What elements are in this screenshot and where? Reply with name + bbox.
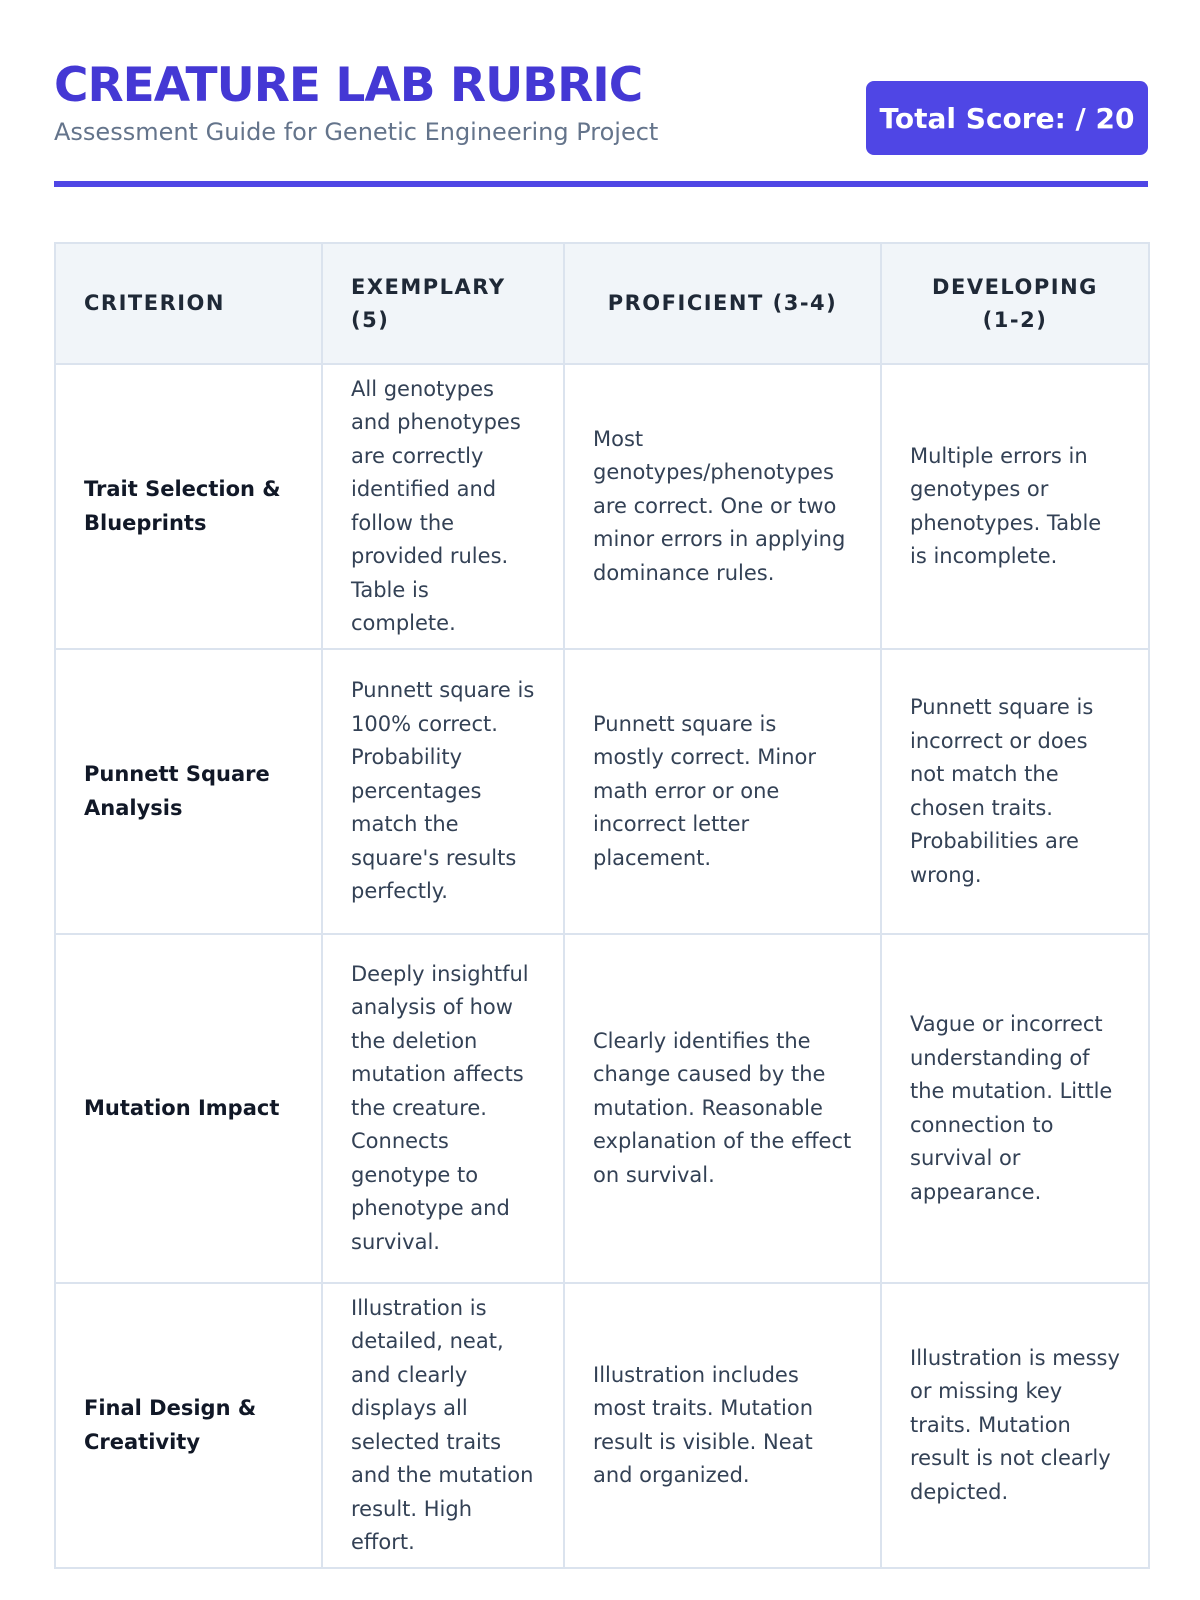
developing-cell: Punnett square is incorrect or does not match the chosen traits. Probabilities are wrong. <box>881 649 1149 934</box>
page-title: CREATURE LAB RUBRIC <box>54 58 643 113</box>
exemplary-cell: Deeply insightful analysis of how the deletion mutation affects the creature. Connects genotype to phenotype and survival. <box>322 934 564 1283</box>
header-divider <box>54 181 1148 187</box>
proficient-cell: Punnett square is mostly correct. Minor math error or one incorrect letter placement. <box>564 649 881 934</box>
column-header-proficient: PROFICIENT (3-4) <box>564 243 881 364</box>
table-row <box>55 934 1149 1283</box>
developing-cell: Illustration is messy or missing key traits. Mutation result is not clearly depicted. <box>881 1283 1149 1568</box>
proficient-cell: Clearly identifies the change caused by the mutation. Reasonable explanation of the effect on survival. <box>564 934 881 1283</box>
total-score-badge <box>866 81 1148 155</box>
exemplary-cell: Illustration is detailed, neat, and clearly displays all selected traits and the mutation result. High effort. <box>322 1283 564 1568</box>
criterion-cell: Trait Selection & Blueprints <box>55 364 322 649</box>
page-subtitle: Assessment Guide for Genetic Engineering Project <box>54 118 659 146</box>
column-header-criterion: CRITERION <box>55 243 322 364</box>
exemplary-cell: Punnett square is 100% correct. Probability percentages match the square's results perfectly. <box>322 649 564 934</box>
table-row <box>55 649 1149 934</box>
table-row <box>55 364 1149 649</box>
exemplary-cell: All genotypes and phenotypes are correctly identified and follow the provided rules. Table is complete. <box>322 364 564 649</box>
developing-cell: Vague or incorrect understanding of the mutation. Little connection to survival or appearance. <box>881 934 1149 1283</box>
page-header <box>54 54 1148 184</box>
proficient-cell: Illustration includes most traits. Mutation result is visible. Neat and organized. <box>564 1283 881 1568</box>
proficient-cell: Most genotypes/phenotypes are correct. One or two minor errors in applying dominance rules. <box>564 364 881 649</box>
rubric-table <box>54 242 1150 1569</box>
column-header-exemplary: EXEMPLARY (5) <box>322 243 564 364</box>
criterion-cell: Final Design & Creativity <box>55 1283 322 1568</box>
total-score-label: Total Score: / 20 <box>879 101 1135 135</box>
criterion-cell: Punnett Square Analysis <box>55 649 322 934</box>
table-row <box>55 1283 1149 1568</box>
developing-cell: Multiple errors in genotypes or phenotypes. Table is incomplete. <box>881 364 1149 649</box>
criterion-cell: Mutation Impact <box>55 934 322 1283</box>
table-header-row <box>55 243 1149 364</box>
column-header-developing: DEVELOPING (1-2) <box>881 243 1149 364</box>
